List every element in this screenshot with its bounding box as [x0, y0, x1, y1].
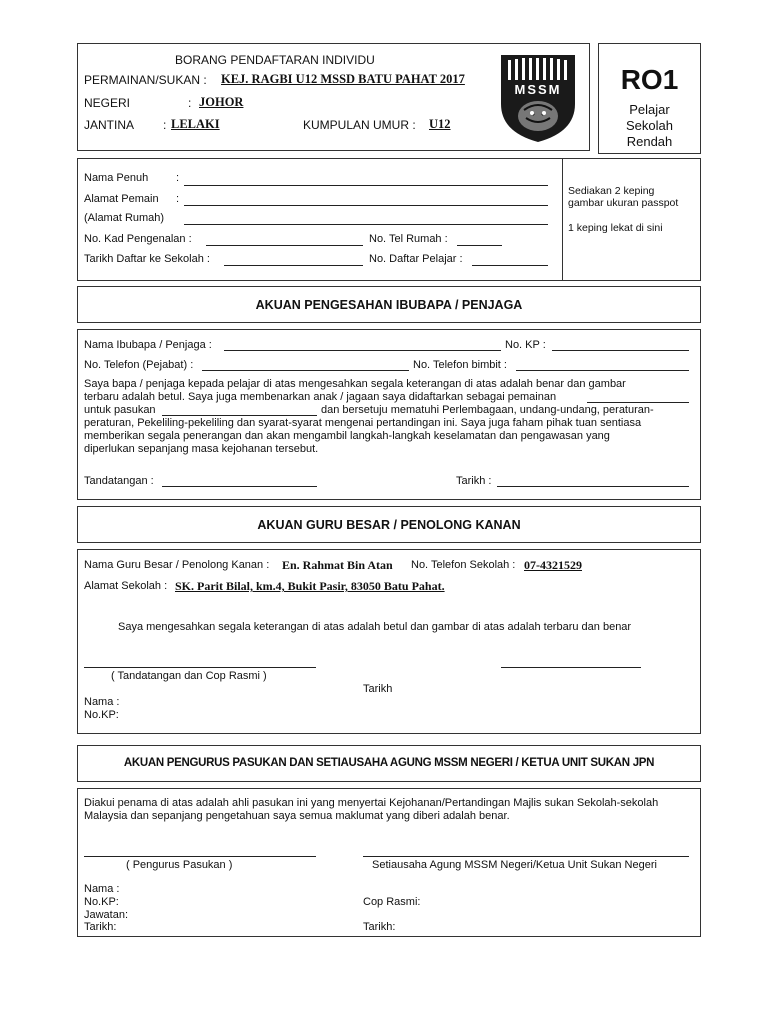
headmaster-alamat-label: Alamat Sekolah : — [84, 580, 168, 592]
parent-para-l3a: untuk pasukan — [84, 404, 156, 416]
manager-tarikh-left: Tarikh: — [84, 921, 117, 933]
manager-para-l2: Malaysia dan sepanjang pengetahuan saya semua maklumat yang diberi adalah benar. — [84, 810, 510, 822]
manager-setiausaha-label: Setiausaha Agung MSSM Negeri/Ketua Unit Sukan Negeri — [372, 859, 657, 871]
nama-penuh-field[interactable] — [184, 185, 548, 186]
form-code-sub2: Sekolah — [626, 118, 673, 133]
headmaster-body-box — [77, 549, 701, 734]
tarikh-daftar-label: Tarikh Daftar ke Sekolah : — [84, 253, 210, 265]
parent-title-box — [77, 286, 701, 323]
jantina-label: JANTINA — [84, 118, 135, 132]
parent-kp-field[interactable] — [552, 350, 689, 351]
headmaster-nama: Nama : — [84, 696, 120, 708]
parent-para-l6: diperlukan sepanjang masa kejohanan tersebut. — [84, 443, 319, 455]
form-code-sub1: Pelajar — [629, 102, 670, 117]
manager-cop-rasmi: Cop Rasmi: — [363, 896, 421, 908]
manager-tarikh-right: Tarikh: — [363, 921, 396, 933]
parent-para-l4: peraturan, Pekeliling-pekeliling dan syarat-syarat mengenai pertandingan ini. Saya juga faham pihak tuan sentiasa — [84, 417, 642, 429]
negeri-value: JOHOR — [199, 95, 244, 109]
negeri-colon: : — [188, 96, 192, 110]
photo-note1: Sediakan 2 keping — [568, 185, 655, 197]
parent-para-l3b: dan bersetuju mematuhi Perlembagaan, undang-undang, peraturan- — [321, 404, 654, 416]
photo-note3: 1 keping lekat di sini — [568, 222, 663, 234]
header-box — [77, 43, 590, 151]
parent-tel-pejabat-label: No. Telefon (Pejabat) : — [84, 359, 194, 371]
nama-penuh-label: Nama Penuh — [84, 172, 149, 184]
manager-para-l1: Diakui penama di atas adalah ahli pasukan ini yang menyertai Kejohanan/Pertandingan Majlis sukan Sekolah-sekolah — [84, 797, 659, 809]
alamat-rumah-field[interactable] — [184, 224, 548, 225]
headmaster-tarikh-label: Tarikh — [363, 683, 393, 695]
manager-title: AKUAN PENGURUS PASUKAN DAN SETIAUSAHA AGUNG MSSM NEGERI / KETUA UNIT SUKAN JPN — [123, 757, 655, 769]
personal-info-box — [77, 158, 701, 281]
tarikh-daftar-field[interactable] — [224, 265, 363, 266]
tel-rumah-label: No. Tel Rumah : — [369, 233, 448, 245]
kumpulan-value: U12 — [429, 117, 451, 131]
logo-text: MSSM — [514, 82, 562, 97]
headmaster-sign-field[interactable] — [84, 667, 316, 668]
alamat-pemain-label: Alamat Pemain — [84, 193, 159, 205]
alamat-pemain-field[interactable] — [184, 205, 548, 206]
kad-pengenalan-label: No. Kad Pengenalan : — [84, 233, 192, 245]
jantina-colon: : — [163, 118, 167, 132]
nama-penuh-colon: : — [176, 172, 180, 184]
headmaster-nama-label: Nama Guru Besar / Penolong Kanan : — [84, 559, 270, 571]
headmaster-statement: Saya mengesahkan segala keterangan di atas adalah betul dan gambar di atas adalah terbaru dan benar — [118, 621, 632, 633]
headmaster-tel-label: No. Telefon Sekolah : — [411, 559, 516, 571]
tel-rumah-field[interactable] — [457, 245, 502, 246]
parent-tarikh-label: Tarikh : — [456, 475, 492, 487]
headmaster-tarikh-field[interactable] — [501, 667, 641, 668]
manager-body-box — [77, 788, 701, 937]
no-daftar-field[interactable] — [472, 265, 548, 266]
parent-kp-label: No. KP : — [505, 339, 546, 351]
parent-tel-bimbit-label: No. Telefon bimbit : — [413, 359, 507, 371]
manager-pengurus-field[interactable] — [84, 856, 316, 857]
parent-nama-label: Nama Ibubapa / Penjaga : — [84, 339, 212, 351]
manager-pengurus-label: ( Pengurus Pasukan ) — [126, 859, 233, 871]
mssm-logo — [498, 52, 578, 144]
form-code-sub3: Rendah — [626, 134, 673, 149]
kad-pengenalan-field[interactable] — [206, 245, 363, 246]
headmaster-title: AKUAN GURU BESAR / PENOLONG KANAN — [257, 518, 521, 532]
headmaster-nama-value: En. Rahmat Bin Atan — [282, 558, 393, 572]
no-daftar-label: No. Daftar Pelajar : — [369, 253, 463, 265]
negeri-label: NEGERI — [84, 96, 131, 110]
form-code: RO1 — [620, 64, 679, 95]
headmaster-nokp: No.KP: — [84, 709, 119, 721]
manager-setiausaha-field[interactable] — [363, 856, 689, 857]
parent-para-l5: memberikan segala penerangan dan akan mengambil langkah-langkah keselamatan dan pengawasan yang — [84, 430, 610, 442]
parent-para-l1: Saya bapa / penjaga kepada pelajar di atas mengesahkan segala keterangan di atas adalah benar dan gambar — [84, 378, 626, 390]
alamat-pemain-colon: : — [176, 193, 180, 205]
form-code-box — [598, 43, 701, 154]
alamat-rumah-label: (Alamat Rumah) — [84, 212, 165, 224]
parent-pasukan-field[interactable] — [162, 415, 317, 416]
headmaster-tel-value: 07-4321529 — [524, 558, 582, 572]
parent-tandatangan-field[interactable] — [162, 486, 317, 487]
manager-nama: Nama : — [84, 883, 120, 895]
parent-pemainan-field[interactable] — [587, 402, 689, 403]
parent-nama-field[interactable] — [224, 350, 501, 351]
manager-title-box — [77, 745, 701, 782]
parent-title: AKUAN PENGESAHAN IBUBAPA / PENJAGA — [255, 298, 523, 312]
parent-tel-bimbit-field[interactable] — [516, 370, 689, 371]
permainan-value: KEJ. RAGBI U12 MSSD BATU PAHAT 2017 — [221, 72, 465, 86]
manager-jawatan: Jawatan: — [84, 909, 129, 921]
jantina-value: LELAKI — [171, 117, 220, 131]
parent-tel-pejabat-field[interactable] — [202, 370, 409, 371]
parent-body-box — [77, 329, 701, 500]
headmaster-alamat-value: SK. Parit Bilal, km.4, Bukit Pasir, 83050 Batu Pahat. — [175, 579, 445, 593]
headmaster-title-box — [77, 506, 701, 543]
photo-divider — [562, 159, 563, 280]
parent-tandatangan-label: Tandatangan : — [84, 475, 154, 487]
photo-note2: gambar ukuran passpot — [568, 197, 679, 209]
parent-para-l2: terbaru adalah betul. Saya juga membenarkan anak / jagaan saya didaftarkan sebagai pemainan — [84, 391, 557, 403]
kumpulan-label: KUMPULAN UMUR : — [303, 118, 416, 132]
manager-nokp: No.KP: — [84, 896, 119, 908]
permainan-label: PERMAINAN/SUKAN : — [84, 73, 207, 87]
parent-tarikh-field[interactable] — [497, 486, 689, 487]
headmaster-sign-label: ( Tandatangan dan Cop Rasmi ) — [111, 670, 267, 682]
form-title: BORANG PENDAFTARAN INDIVIDU — [175, 53, 375, 67]
